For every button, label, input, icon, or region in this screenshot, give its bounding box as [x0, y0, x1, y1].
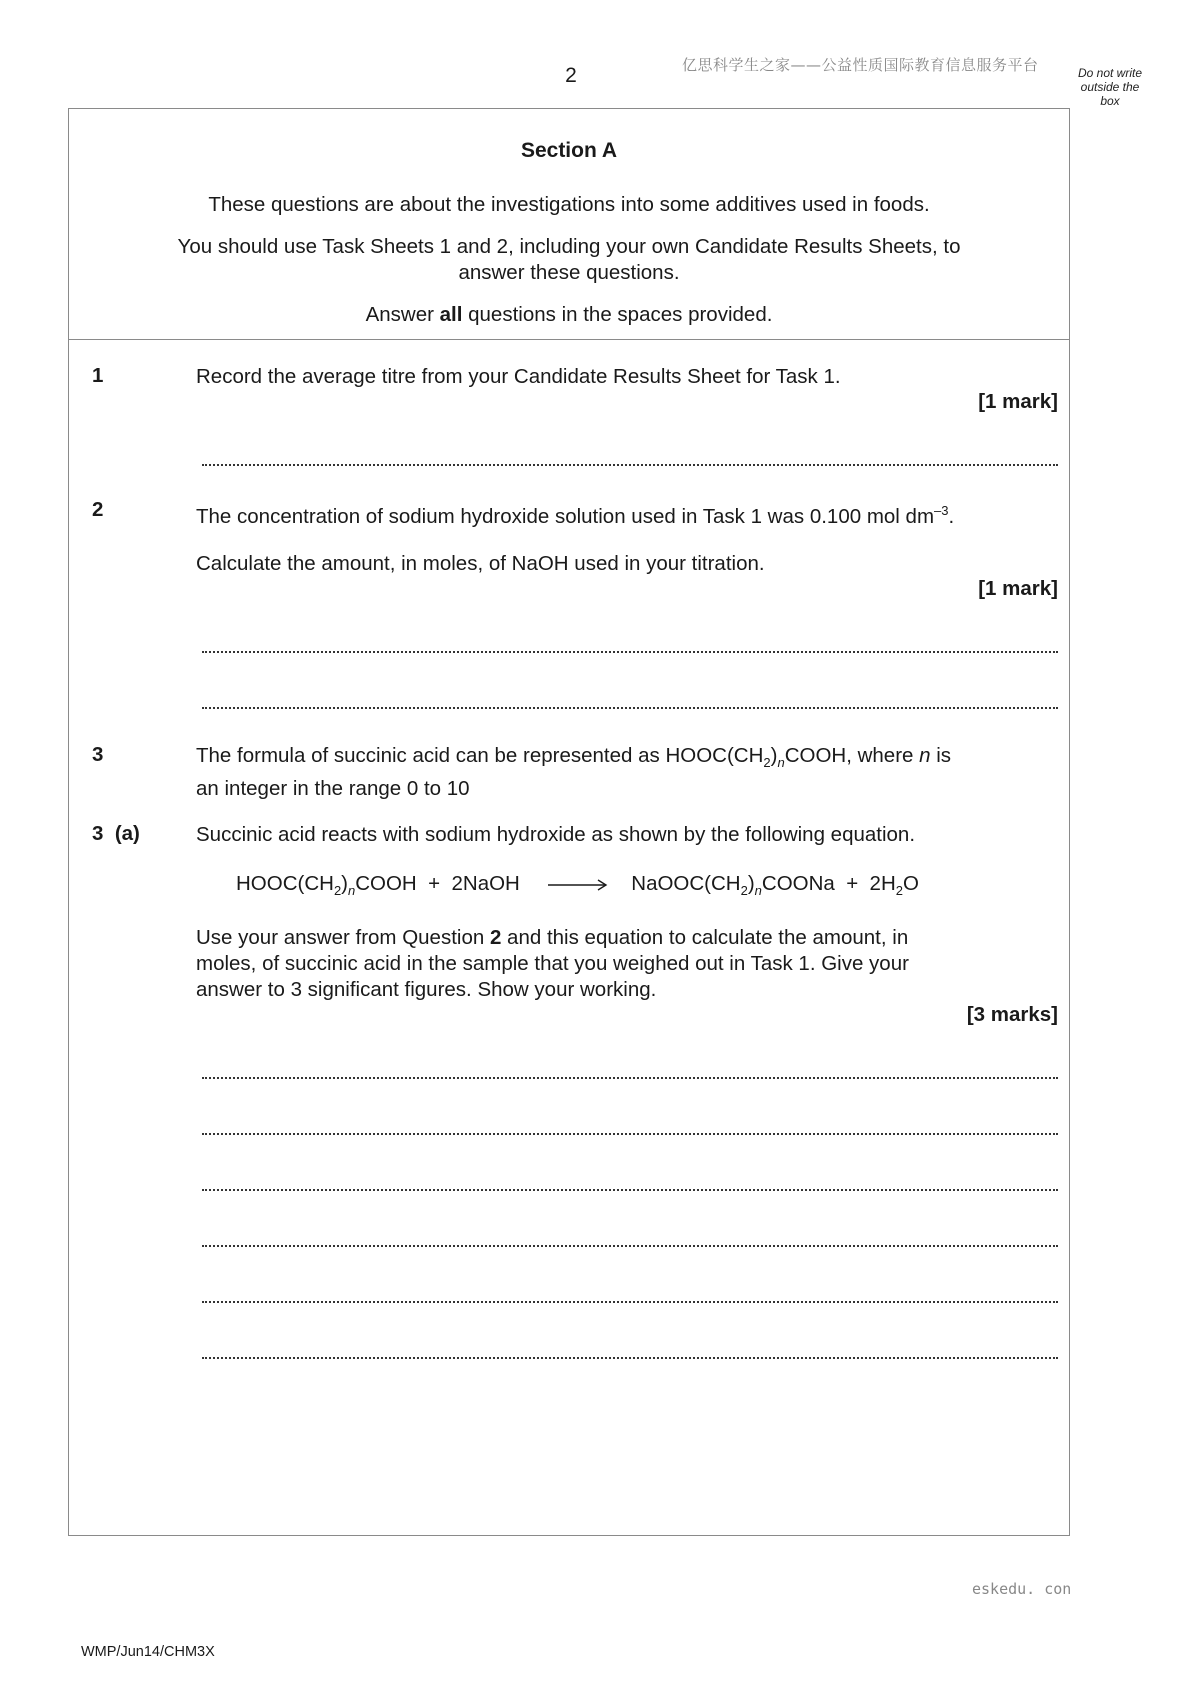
q3-subscript-n: n	[777, 755, 785, 771]
q3a-number: 3	[92, 822, 104, 845]
question-3-number: 3	[92, 743, 104, 766]
question-3-text	[196, 743, 1036, 802]
reaction-arrow-icon	[548, 879, 608, 891]
answer-line[interactable]	[202, 1077, 1058, 1079]
question-2-instruction: Calculate the amount, in moles, of NaOH used in your titration.	[196, 552, 765, 575]
equation-reactants	[236, 872, 520, 898]
q3-text: )	[770, 744, 778, 767]
q3a-part: (a)	[114, 822, 140, 845]
eq-subscript-n: n	[754, 883, 762, 899]
intro-text: answer these questions.	[458, 261, 680, 284]
chemical-equation	[236, 872, 919, 898]
question-2-text	[196, 498, 1076, 530]
eq-subscript-n: n	[348, 883, 356, 899]
eq-part: )	[341, 872, 348, 895]
eq-part: O	[903, 872, 919, 895]
eq-subscript: 2	[895, 883, 904, 899]
eq-part: )	[747, 872, 755, 895]
q2-text-pre: The concentration of sodium hydroxide solution used in Task 1 was 0.100 mol dm	[196, 504, 935, 528]
question-2-number: 2	[92, 498, 104, 521]
question-2-marks: [1 mark]	[978, 577, 1058, 600]
answer-line[interactable]	[202, 707, 1058, 709]
question-1-marks: [1 mark]	[978, 390, 1058, 413]
eq-subscript: 2	[740, 883, 748, 899]
question-3a-text: Succinic acid reacts with sodium hydroxide as shown by the following equation.	[196, 823, 916, 846]
question-3a-number	[92, 822, 140, 846]
margin-note-line: box	[1100, 94, 1120, 108]
instruction-post: and this equation to calculate the amount, in	[501, 926, 909, 949]
equation-products	[631, 872, 919, 898]
margin-note	[1070, 66, 1150, 108]
instruction-line: answer to 3 significant figures. Show your working.	[196, 978, 657, 1001]
intro-text: You should use Task Sheets 1 and 2, including your own Candidate Results Sheets, to	[177, 235, 961, 258]
instruction-bold: 2	[489, 926, 502, 949]
q3-subscript: 2	[763, 755, 771, 771]
section-title: Section A	[520, 139, 618, 162]
answer-line[interactable]	[202, 464, 1058, 466]
answer-line[interactable]	[202, 1357, 1058, 1359]
q3-text-line2: an integer in the range 0 to 10	[196, 777, 470, 801]
eq-part: COOH + 2NaOH	[355, 872, 520, 895]
footer-code: WMP/Jun14/CHM3X	[81, 1644, 215, 1660]
section-header	[68, 108, 1070, 340]
answer-line[interactable]	[202, 1189, 1058, 1191]
question-3a-instruction	[196, 925, 1036, 1003]
question-1-text: Record the average titre from your Candidate Results Sheet for Task 1.	[196, 365, 841, 388]
instruction-pre: Use your answer from Question	[196, 926, 490, 949]
question-3a-marks: [3 marks]	[966, 1003, 1058, 1026]
q3-text: The formula of succinic acid can be represented as HOOC(CH	[196, 744, 764, 767]
instruction-post: questions in the spaces provided.	[462, 303, 773, 326]
answer-line[interactable]	[202, 1245, 1058, 1247]
q3-variable-n: n	[919, 744, 931, 767]
instruction-bold: all	[439, 303, 463, 326]
margin-note-line: outside the	[1080, 80, 1140, 94]
instruction-line: moles, of succinic acid in the sample that you weighed out in Task 1. Give your	[196, 952, 909, 975]
eq-part: HOOC(CH	[236, 872, 334, 895]
answer-line[interactable]	[202, 1133, 1058, 1135]
answer-line[interactable]	[202, 651, 1058, 653]
question-1-number: 1	[92, 364, 104, 387]
eq-part: NaOOC(CH	[631, 872, 741, 895]
q3-text: is	[930, 744, 952, 767]
intro-text: These questions are about the investigations into some additives used in foods.	[208, 193, 930, 216]
instruction-text	[68, 302, 1070, 328]
page-number: 2	[565, 64, 577, 87]
q2-superscript: –3	[934, 503, 949, 518]
q2-text-post: .	[948, 504, 955, 528]
instruction-pre: Answer	[365, 303, 440, 326]
eq-subscript: 2	[333, 883, 342, 899]
header-watermark: 亿思科学生之家——公益性质国际教育信息服务平台	[682, 56, 1039, 74]
q3-text: COOH, where	[784, 744, 920, 767]
eq-part: COONa + 2H	[761, 872, 896, 895]
answer-line[interactable]	[202, 1301, 1058, 1303]
margin-note-line: Do not write	[1077, 66, 1143, 80]
footer-watermark: eskedu. con	[972, 1580, 1072, 1598]
